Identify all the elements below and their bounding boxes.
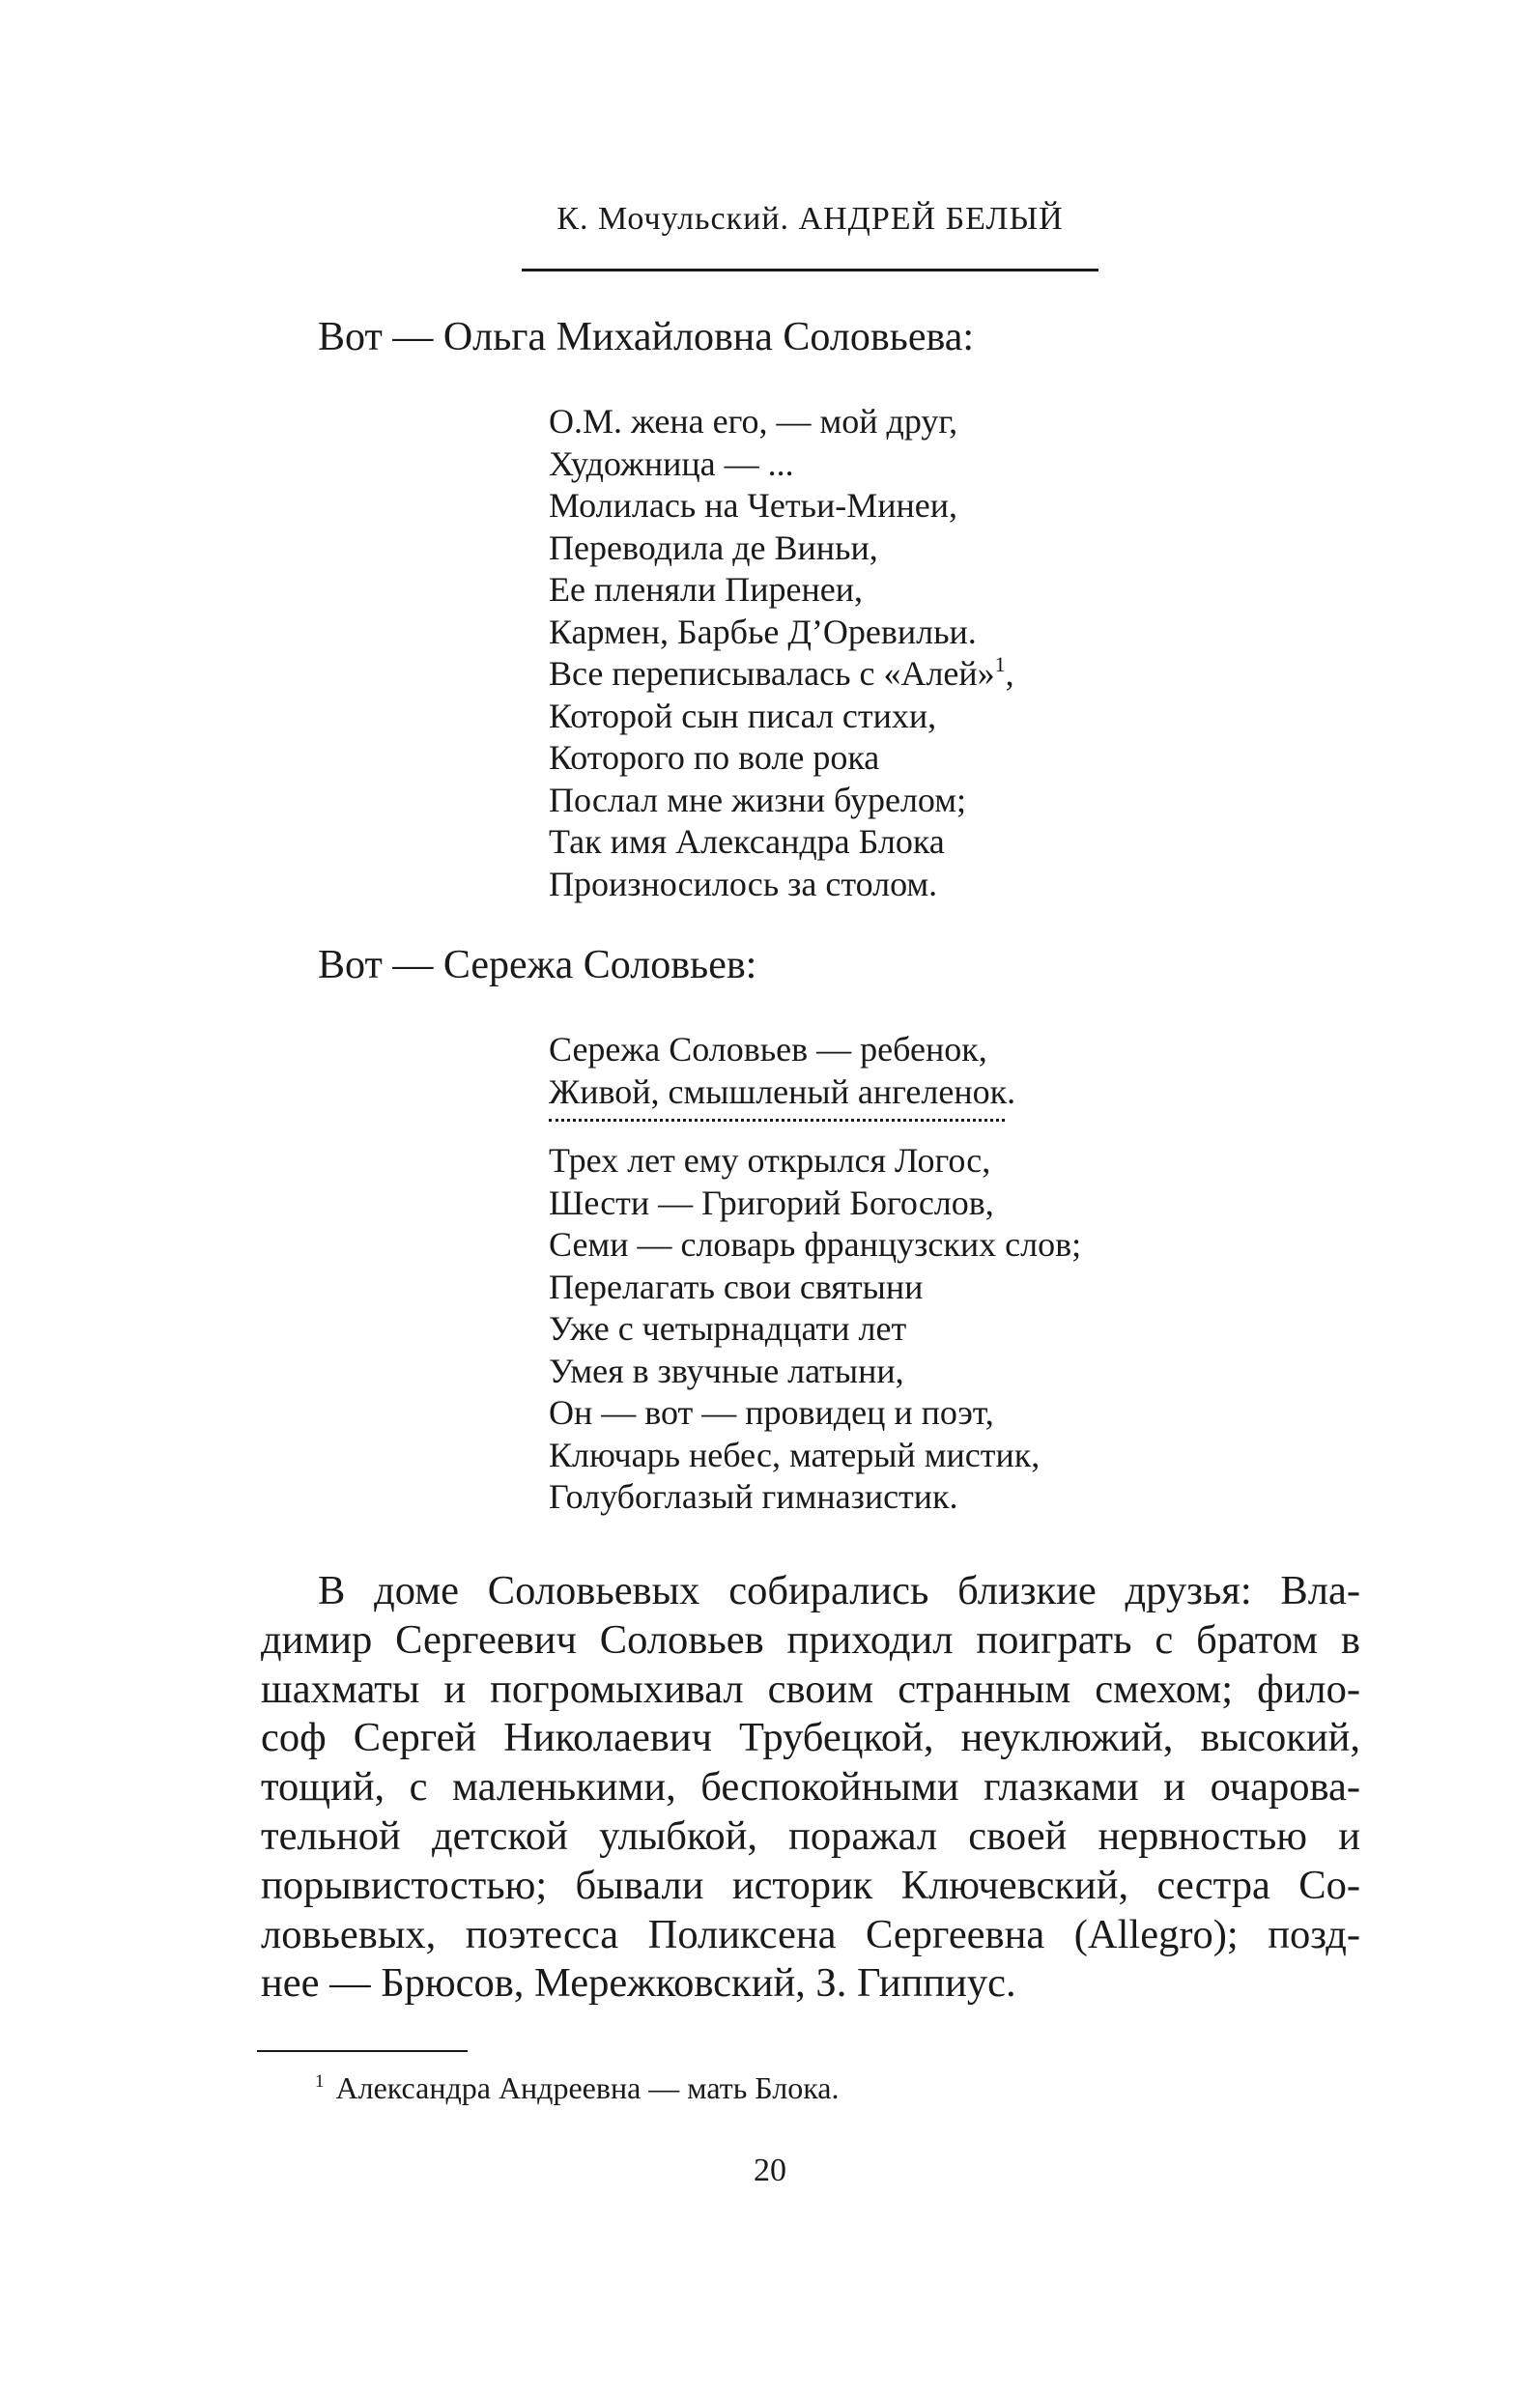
footnote-text: Александра Андреевна — мать Блока. [335, 2070, 840, 2105]
verse-line: Семи — словарь французских слов; [549, 1225, 1082, 1264]
verse-line: Кармен, Барбье Д’Оревильи. [549, 612, 977, 651]
verse-line: Шести — Григорий Богослов, [549, 1183, 994, 1222]
paragraph-line: ловьевых, поэтесса Поликсена Сергеевна (Allegro); позд- [261, 1911, 1360, 1957]
paragraph-line: нее — Брюсов, Мережковский, З. Гиппиус. [261, 1960, 1016, 2007]
verse-line: Умея в звучные латыни, [549, 1351, 904, 1390]
paragraph-line: шахматы и погромыхивал своим странным смехом; фило- [261, 1666, 1360, 1712]
verse-line: Так имя Александра Блока [549, 822, 945, 861]
verse-serezha [549, 1029, 1081, 1519]
verse-olga [549, 401, 1014, 905]
verse-line: Которого по воле рока [549, 738, 880, 777]
verse-line: Послал мне жизни бурелом; [549, 780, 966, 819]
verse-line: Которой сын писал стихи, [549, 696, 937, 735]
verse-line: Трех лет ему открылся Логос, [549, 1141, 991, 1180]
paragraph-line: димир Сергеевич Соловьев приходил поиграть с братом в [261, 1616, 1360, 1663]
footnote-number: 1 [315, 2071, 325, 2092]
paragraph-line: тельной детской улыбкой, поражал своей нервностью и [261, 1812, 1360, 1859]
footnote-mark: 1 [994, 652, 1006, 676]
footnote [315, 2070, 839, 2106]
verse-line: Уже с четырнадцати лет [549, 1309, 907, 1348]
verse-line: Ее пленяли Пиренеи, [549, 570, 863, 609]
paragraph-line: В доме Соловьевых собирались близкие друзья: Вла- [318, 1568, 1360, 1613]
footnote-rule [257, 2050, 468, 2052]
verse-line: Произносилось за столом. [549, 864, 938, 903]
verse-line: Живой, смышленый ангеленок. [549, 1071, 1016, 1111]
intro-serezha: Вот — Сережа Соловьев: [318, 943, 757, 987]
verse-line: Сережа Соловьев — ребенок, [549, 1030, 987, 1069]
verse-line: Переводила де Виньи, [549, 528, 878, 567]
verse-line: Ключарь небес, матерый мистик, [549, 1435, 1041, 1474]
verse-line: Перелагать свои святыни [549, 1267, 924, 1306]
verse-line-punct: , [1005, 654, 1014, 693]
paragraph-line: тощий, с маленькими, беспокойными глазками и очарова- [261, 1764, 1360, 1811]
verse-line-text: Все переписывалась с «Алей» [549, 654, 995, 693]
body-paragraph [261, 1567, 1360, 2009]
header-rule [522, 269, 1098, 271]
paragraph-line: порывистостью; бывали историк Ключевский, сестра Со- [261, 1862, 1360, 1908]
verse-line: Художница — ... [549, 443, 794, 483]
verse-line: Голубоглазый гимназистик. [549, 1477, 958, 1516]
omission-dots [549, 1113, 1081, 1140]
page-number: 20 [754, 2153, 786, 2188]
running-header: К. Мочульский. АНДРЕЙ БЕЛЫЙ [556, 201, 1064, 237]
intro-olga: Вот — Ольга Михайловна Соловьева: [318, 315, 975, 359]
verse-line-with-note [549, 653, 1014, 696]
verse-line: Молилась на Четьи-Минеи, [549, 486, 958, 525]
paragraph-line: соф Сергей Николаевич Трубецкой, неуклюжий, высокий, [261, 1715, 1360, 1761]
verse-line: О.М. жена его, — мой друг, [549, 402, 958, 441]
verse-line: Он — вот — провидец и поэт, [549, 1393, 994, 1432]
